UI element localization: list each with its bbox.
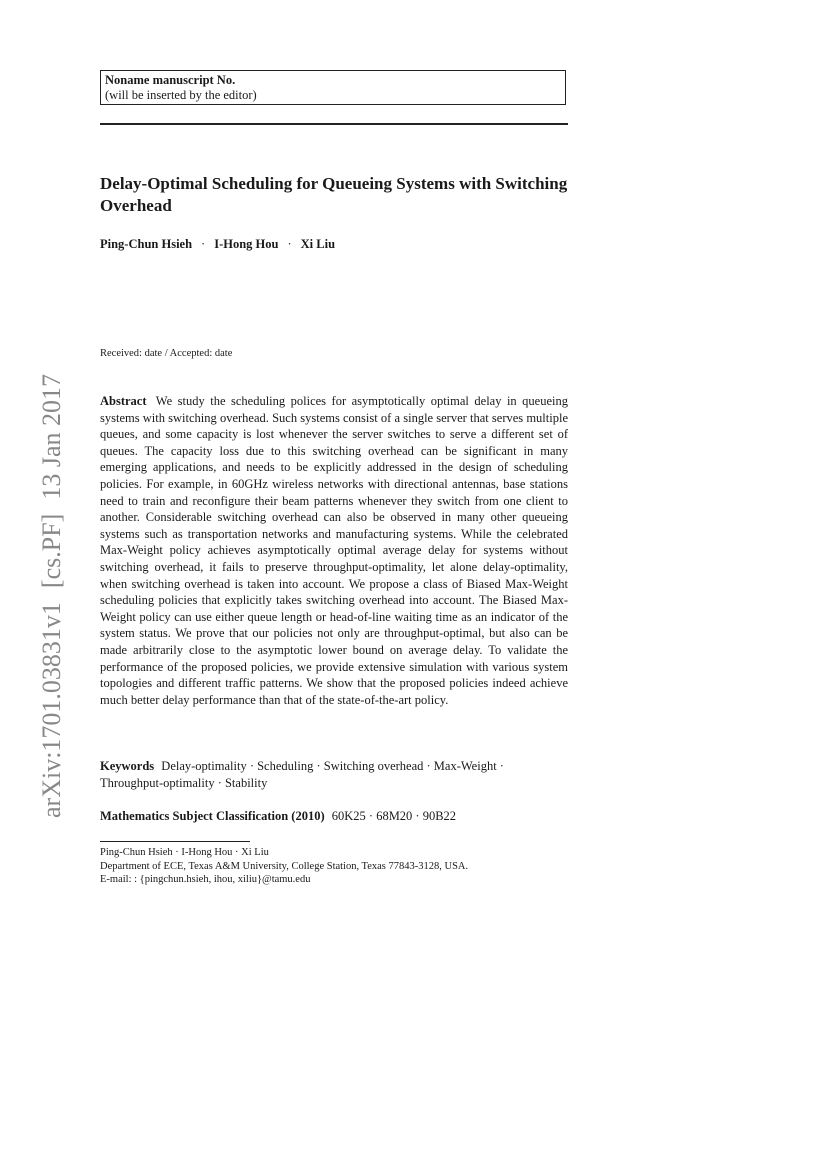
footnote-email: E-mail: : {pingchun.hsieh, ihou, xiliu}@tamu.edu — [100, 874, 311, 885]
abstract — [100, 393, 568, 708]
msc-classification — [100, 808, 568, 825]
editor-note: (will be inserted by the editor) — [105, 88, 257, 102]
arxiv-date: 13 Jan 2017 — [37, 374, 66, 500]
msc-text: 60K25 · 68M20 · 90B22 — [331, 809, 457, 823]
keywords-heading: Keywords — [100, 759, 155, 773]
msc-heading: Mathematics Subject Classification (2010) — [100, 809, 325, 823]
paper-title: Delay-Optimal Scheduling for Queueing Systems with Switching Overhead — [100, 174, 568, 215]
keywords — [100, 758, 568, 791]
arxiv-sidebar-stamp — [37, 258, 67, 818]
abstract-text: We study the scheduling polices for asymptotically optimal delay in queueing systems with switching overhead. Such systems consist of a single server that serves multiple queues, and some capacity is lost whenever the server switches to serve a different set of queues. The capacity loss due to this switching overhead can be significant in many emerging applications, and needs to be explicitly addressed in the design of scheduling policies. For example, in 60GHz wireless networks with directional antennas, base stations need to train and reconfigure their beam patterns whenever they switch from one client to another. Considerable switching overhead can also be observed in many other queueing systems such as transportation networks and manufacturing systems. While the celebrated Max-Weight policy achieves asymptotically optimal average delay for systems without switching overhead, it fails to preserve throughput-optimality, let alone delay-optimality, when switching overhead is taken into account. We propose a class of Biased Max-Weight scheduling policies that explicitly takes switching overhead into account. The Biased Max-Weight policy can use either queue length or head-of-line waiting time as an indicator of the system status. We prove that our policies not only are throughput-optimal, but also can be made arbitrarily close to the asymptotic lower bound on average delay. To validate the performance of the proposed policies, we provide extensive simulation with various system topologies and different traffic patterns. We show that the proposed policies indeed achieve much better delay performance than that of the state-of-the-art policy. — [100, 394, 568, 707]
footnote-rule — [100, 841, 250, 842]
header-rule — [100, 123, 568, 125]
editor-notice-box — [100, 70, 566, 105]
abstract-heading: Abstract — [100, 394, 147, 408]
author-name: Ping-Chun Hsieh — [100, 237, 193, 251]
manuscript-number: Noname manuscript No. — [105, 73, 236, 87]
author-list — [100, 237, 335, 252]
keywords-text: Delay-optimality · Scheduling · Switching overhead · Max-Weight · Throughput-optimality · Stability — [100, 759, 504, 790]
author-separator: · — [287, 237, 292, 251]
footnote-affiliation: Department of ECE, Texas A&M University, College Station, Texas 77843-3128, USA. — [100, 860, 469, 872]
author-name: I-Hong Hou — [214, 237, 279, 251]
arxiv-category: [cs.PF] — [37, 513, 66, 589]
received-date: Received: date / Accepted: date — [100, 348, 233, 359]
arxiv-id: arXiv:1701.03831v1 — [37, 602, 66, 818]
author-name: Xi Liu — [300, 237, 336, 251]
affiliation-footnote — [100, 846, 568, 887]
footnote-authors: Ping-Chun Hsieh · I-Hong Hou · Xi Liu — [100, 847, 269, 858]
author-separator: · — [201, 237, 206, 251]
